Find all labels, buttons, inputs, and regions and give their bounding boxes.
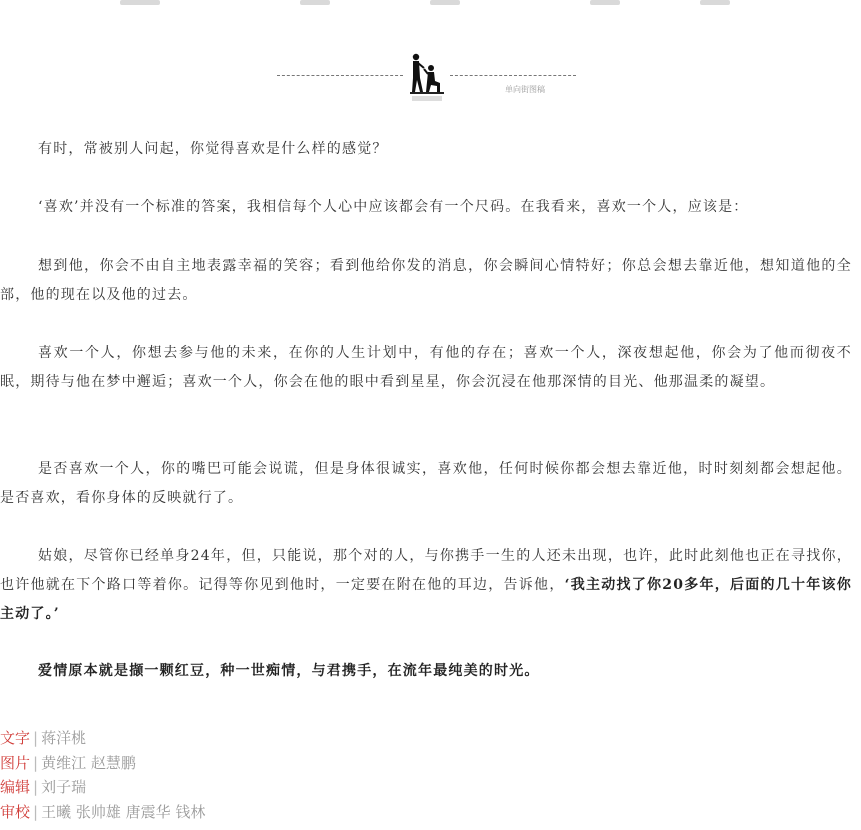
credit-names: 刘子瑞	[41, 778, 87, 796]
divider-dash-right	[450, 75, 576, 76]
top-cropped-strip	[0, 0, 861, 8]
proposal-silhouette-icon	[404, 48, 448, 108]
credit-separator: |	[33, 802, 39, 821]
credit-row-editor	[0, 775, 205, 800]
credits-block	[0, 726, 205, 824]
paragraph-6	[0, 542, 852, 629]
credit-row-review	[0, 800, 205, 825]
paragraph-1: 有时，常被别人问起，你觉得喜欢是什么样的感觉？	[38, 141, 388, 157]
credit-separator: |	[33, 729, 39, 747]
paragraph-3: 想到他，你会不由自主地表露幸福的笑容；看到他给你发的消息，你会瞬间心情特好；你总会想去靠近他，想知道他的全部，他的现在以及他的过去。	[0, 258, 852, 303]
paragraph-5: 是否喜欢一个人，你的嘴巴可能会说谎，但是身体很诚实，喜欢他，任何时候你都会想去靠近他，时时刻刻都会想起他。是否喜欢，看你身体的反映就行了。	[0, 461, 852, 506]
credit-label: 图片	[0, 753, 31, 772]
paragraph-6-quote: ‘我主动找了你20多年，后面的几十年该你主动了。’	[0, 577, 852, 622]
credit-separator: |	[33, 778, 39, 796]
image-watermark: 单向街图稿	[505, 85, 545, 94]
paragraph-4: 喜欢一个人，你想去参与他的未来，在你的人生计划中，有他的存在；喜欢一个人，深夜想起他，你会为了他而彻夜不眠，期待与他在梦中邂逅；喜欢一个人，你会在他的眼中看到星星，你会沉浸在他那深情的目光、他那温柔的凝望。	[0, 345, 852, 390]
paragraph-7-closing: 爱情原本就是撷一颗红豆，种一世痴情，与君携手，在流年最纯美的时光。	[38, 663, 540, 679]
credit-names: 黄维江 赵慧鹏	[41, 753, 136, 772]
paragraph-2: ‘喜欢’并没有一个标准的答案，我相信每个人心中应该都会有一个尺码。在我看来，喜欢一个人，应该是：	[38, 199, 749, 215]
divider-dash-left	[277, 75, 403, 76]
section-divider	[0, 44, 861, 114]
credit-names: 王曦 张帅雄 唐震华 钱林	[41, 802, 206, 821]
paragraph-6-text: 姑娘，尽管你已经单身24年，但，只能说，那个对的人，与你携手一生的人还未出现，也许，此时此刻他也正在寻找你，也许他就在下个路口等着你。记得等你见到他时，一定要在附在他的耳边，告诉他，	[0, 548, 852, 593]
credit-label: 审校	[0, 802, 31, 821]
credit-separator: |	[33, 753, 39, 772]
credit-row-images	[0, 751, 205, 776]
credit-label: 编辑	[0, 778, 31, 796]
credit-row-text	[0, 726, 205, 751]
credit-label: 文字	[0, 729, 31, 747]
credit-names: 蒋洋桃	[41, 729, 87, 747]
